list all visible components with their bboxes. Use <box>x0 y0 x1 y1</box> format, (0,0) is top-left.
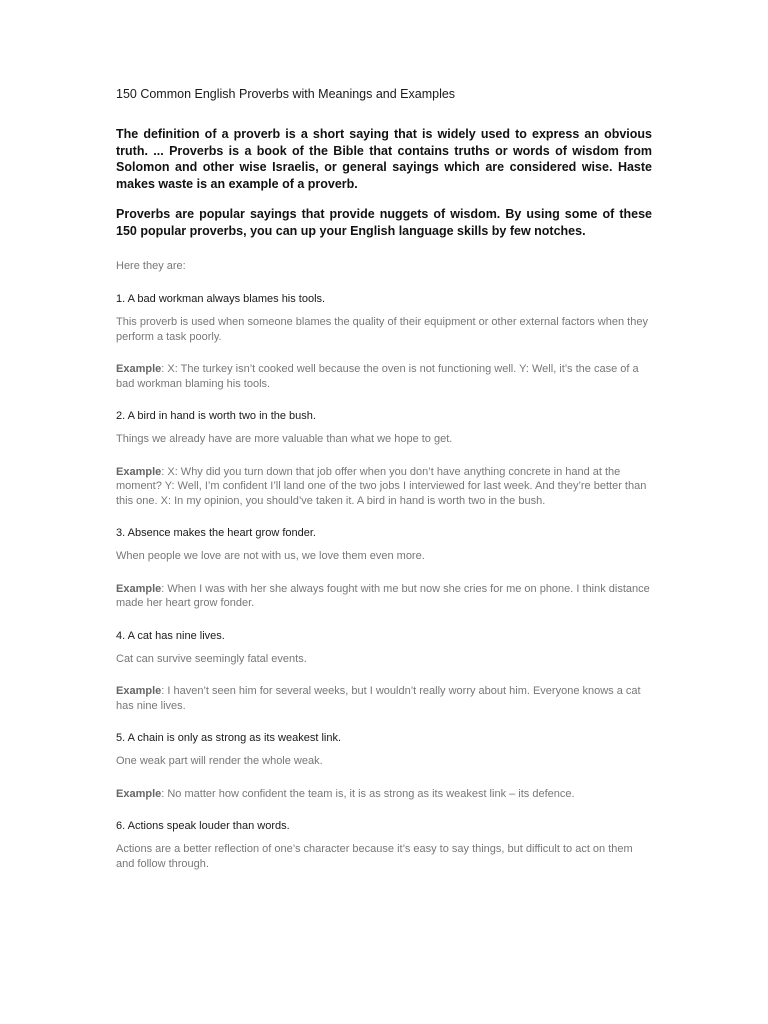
proverb-heading: 6. Actions speak louder than words. <box>116 820 290 832</box>
example-label: Example <box>116 363 162 375</box>
proverb-heading: 4. A cat has nine lives. <box>116 629 225 642</box>
proverb-example <box>116 582 652 611</box>
example-label: Example <box>116 787 162 800</box>
example-text: : No matter how confident the team is, it is as strong as its weakest link – its defence. <box>161 787 575 800</box>
proverb-item-5 <box>116 731 652 801</box>
proverb-example <box>116 465 652 509</box>
proverb-item-2 <box>116 409 652 508</box>
example-label: Example <box>116 465 162 478</box>
example-label: Example <box>116 685 162 697</box>
example-text: : X: Why did you turn down that job offer when you don’t have anything concrete in hand at the moment? Y: Well, I’m confident I’ll land one of the two jobs I interviewed for last week. And they’re better than this one. X: In my opinion, you should’ve taken it. A bird in hand is worth two in the bush. <box>116 465 647 507</box>
intro-paragraph-definition: The definition of a proverb is a short saying that is widely used to express an obvious truth. ... Proverbs is a book of the Bible that contains truths or words of wisdom from Solomon and other wise Israelis, or general sayings which are considered wise. Haste makes waste is an example of a proverb. <box>116 127 652 191</box>
example-text: : When I was with her she always fought with me but now she cries for me on phone. I think distance made her heart grow fonder. <box>116 582 650 609</box>
proverb-item-3 <box>116 526 652 611</box>
proverb-heading: 3. Absence makes the heart grow fonder. <box>116 527 316 539</box>
intro-paragraph-popular: Proverbs are popular sayings that provide nuggets of wisdom. By using some of these 150 popular proverbs, you can up your English language skills by few notches. <box>116 207 652 238</box>
proverb-item-4 <box>116 629 652 714</box>
proverb-heading: 5. A chain is only as strong as its weakest link. <box>116 732 342 744</box>
proverb-meaning: Things we already have are more valuable than what we hope to get. <box>116 433 453 445</box>
proverb-example <box>116 362 652 391</box>
proverb-meaning: When people we love are not with us, we love them even more. <box>116 550 425 562</box>
proverb-meaning: Actions are a better reflection of one’s character because it’s easy to say things, but difficult to act on them and follow through. <box>116 843 633 870</box>
lead-text: Here they are: <box>116 260 186 272</box>
proverb-meaning: One weak part will render the whole weak. <box>116 755 323 767</box>
example-text: : I haven’t seen him for several weeks, but I wouldn’t really worry about him. Everyone knows a cat has nine lives. <box>116 685 641 712</box>
example-label: Example <box>116 582 162 595</box>
proverb-example <box>116 787 652 802</box>
example-text: : X: The turkey isn’t cooked well because the oven is not functioning well. Y: Well, it’s the case of a bad workman blaming his tools. <box>116 363 639 390</box>
proverb-example <box>116 684 652 713</box>
proverb-meaning: Cat can survive seemingly fatal events. <box>116 652 307 665</box>
document-title: 150 Common English Proverbs with Meanings and Examples <box>116 87 456 101</box>
proverb-item-6 <box>116 819 652 871</box>
proverb-item-1 <box>116 292 652 391</box>
proverb-heading: 2. A bird in hand is worth two in the bush. <box>116 410 316 422</box>
proverb-meaning: This proverb is used when someone blames the quality of their equipment or other external factors when they perform a task poorly. <box>116 316 648 343</box>
proverb-heading: 1. A bad workman always blames his tools. <box>116 293 326 305</box>
